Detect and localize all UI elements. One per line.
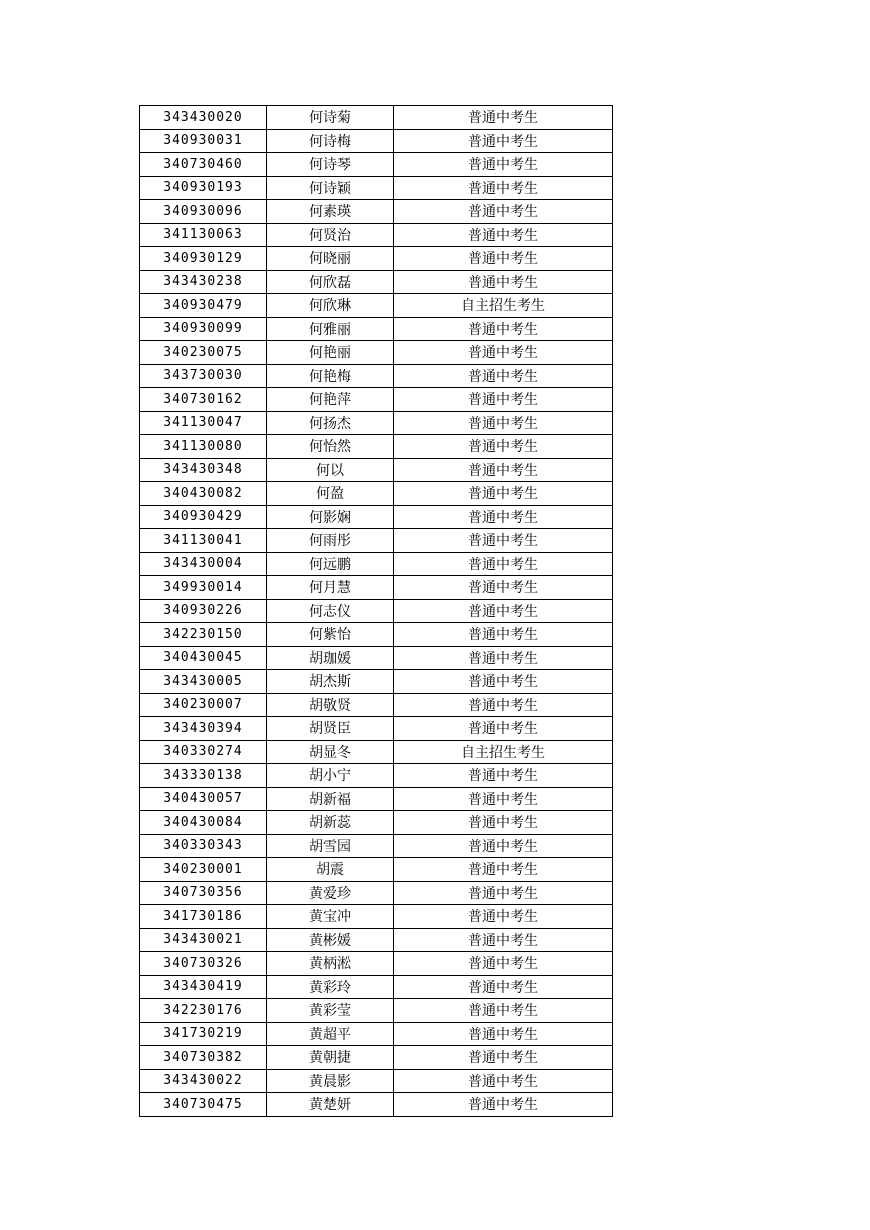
exam-type-cell: 普通中考生 [394,529,613,553]
student-id-cell: 340230075 [140,341,267,365]
exam-type-cell: 普通中考生 [394,1069,613,1093]
student-name-cell: 黄楚妍 [267,1093,394,1117]
student-id-cell: 340330274 [140,740,267,764]
exam-type-cell: 普通中考生 [394,646,613,670]
exam-type-cell: 普通中考生 [394,153,613,177]
exam-type-cell: 普通中考生 [394,834,613,858]
student-name-cell: 何诗梅 [267,129,394,153]
student-name-cell: 黄彩玲 [267,975,394,999]
student-id-cell: 343430419 [140,975,267,999]
student-name-cell: 何诗琴 [267,153,394,177]
student-roster-table [139,105,613,1117]
student-id-cell: 340430045 [140,646,267,670]
exam-type-cell: 普通中考生 [394,458,613,482]
exam-type-cell: 普通中考生 [394,576,613,600]
exam-type-cell: 普通中考生 [394,223,613,247]
student-name-cell: 胡新蕊 [267,811,394,835]
student-id-cell: 341130047 [140,411,267,435]
student-name-cell: 何扬杰 [267,411,394,435]
exam-type-cell: 普通中考生 [394,411,613,435]
exam-type-cell: 普通中考生 [394,364,613,388]
table-row [140,764,613,788]
student-id-cell: 343430022 [140,1069,267,1093]
student-id-cell: 341730186 [140,905,267,929]
student-id-cell: 343330138 [140,764,267,788]
exam-type-cell: 普通中考生 [394,764,613,788]
table-row [140,411,613,435]
table-row [140,576,613,600]
student-name-cell: 胡雪园 [267,834,394,858]
student-name-cell: 何雅丽 [267,317,394,341]
student-id-cell: 340730162 [140,388,267,412]
student-name-cell: 何诗菊 [267,106,394,130]
table-row [140,740,613,764]
student-id-cell: 343430394 [140,717,267,741]
student-name-cell: 何月慧 [267,576,394,600]
exam-type-cell: 普通中考生 [394,623,613,647]
student-id-cell: 343430020 [140,106,267,130]
exam-type-cell: 普通中考生 [394,717,613,741]
student-id-cell: 340930479 [140,294,267,318]
table-row [140,388,613,412]
table-row [140,811,613,835]
student-name-cell: 胡敬贤 [267,693,394,717]
table-row [140,176,613,200]
table-row [140,952,613,976]
student-id-cell: 343430005 [140,670,267,694]
table-row [140,1093,613,1117]
exam-type-cell: 普通中考生 [394,482,613,506]
table-row [140,1069,613,1093]
table-row [140,599,613,623]
student-id-cell: 340230007 [140,693,267,717]
student-name-cell: 胡珈媛 [267,646,394,670]
exam-type-cell: 普通中考生 [394,881,613,905]
table-row [140,153,613,177]
student-id-cell: 349930014 [140,576,267,600]
exam-type-cell: 普通中考生 [394,1093,613,1117]
exam-type-cell: 普通中考生 [394,787,613,811]
student-id-cell: 340730382 [140,1046,267,1070]
table-row [140,717,613,741]
student-id-cell: 343430004 [140,552,267,576]
exam-type-cell: 普通中考生 [394,905,613,929]
student-name-cell: 何欣磊 [267,270,394,294]
student-id-cell: 340330343 [140,834,267,858]
table-row [140,294,613,318]
table-row [140,505,613,529]
student-name-cell: 黄超平 [267,1022,394,1046]
table-row [140,435,613,459]
student-name-cell: 胡震 [267,858,394,882]
table-row [140,693,613,717]
student-id-cell: 340430082 [140,482,267,506]
exam-type-cell: 普通中考生 [394,176,613,200]
student-name-cell: 胡贤臣 [267,717,394,741]
student-id-cell: 340930193 [140,176,267,200]
student-id-cell: 340930429 [140,505,267,529]
student-id-cell: 340930031 [140,129,267,153]
table-row [140,200,613,224]
student-name-cell: 黄彩莹 [267,999,394,1023]
exam-type-cell: 普通中考生 [394,129,613,153]
table-row [140,928,613,952]
student-name-cell: 何紫怡 [267,623,394,647]
student-name-cell: 何欣琳 [267,294,394,318]
student-name-cell: 何艳丽 [267,341,394,365]
table-row [140,106,613,130]
table-row [140,670,613,694]
exam-type-cell: 普通中考生 [394,106,613,130]
table-row [140,999,613,1023]
student-id-cell: 341130063 [140,223,267,247]
exam-type-cell: 普通中考生 [394,317,613,341]
table-row [140,975,613,999]
student-name-cell: 胡小宁 [267,764,394,788]
student-id-cell: 340730460 [140,153,267,177]
student-id-cell: 342230176 [140,999,267,1023]
table-row [140,858,613,882]
student-id-cell: 340730356 [140,881,267,905]
student-id-cell: 340430084 [140,811,267,835]
table-row [140,646,613,670]
student-id-cell: 343430348 [140,458,267,482]
student-name-cell: 何艳萍 [267,388,394,412]
table-row [140,905,613,929]
student-id-cell: 343430238 [140,270,267,294]
student-name-cell: 何雨彤 [267,529,394,553]
exam-type-cell: 普通中考生 [394,270,613,294]
exam-type-cell: 普通中考生 [394,811,613,835]
exam-type-cell: 普通中考生 [394,247,613,271]
exam-type-cell: 普通中考生 [394,1046,613,1070]
student-name-cell: 黄柄淞 [267,952,394,976]
student-id-cell: 341130041 [140,529,267,553]
student-name-cell: 黄彬媛 [267,928,394,952]
student-name-cell: 何怡然 [267,435,394,459]
table-row [140,129,613,153]
roster-body [140,106,613,1117]
student-id-cell: 340730475 [140,1093,267,1117]
student-name-cell: 胡杰斯 [267,670,394,694]
student-id-cell: 340430057 [140,787,267,811]
table-row [140,1046,613,1070]
student-name-cell: 胡新福 [267,787,394,811]
student-name-cell: 何素瑛 [267,200,394,224]
student-name-cell: 黄朝捷 [267,1046,394,1070]
exam-type-cell: 自主招生考生 [394,740,613,764]
exam-type-cell: 普通中考生 [394,200,613,224]
table-row [140,364,613,388]
table-row [140,834,613,858]
student-id-cell: 343730030 [140,364,267,388]
student-id-cell: 340230001 [140,858,267,882]
student-name-cell: 何以 [267,458,394,482]
table-row [140,1022,613,1046]
student-name-cell: 何艳梅 [267,364,394,388]
student-id-cell: 343430021 [140,928,267,952]
student-name-cell: 黄宝冲 [267,905,394,929]
table-row [140,341,613,365]
table-row [140,529,613,553]
exam-type-cell: 普通中考生 [394,341,613,365]
student-name-cell: 何影娴 [267,505,394,529]
exam-type-cell: 普通中考生 [394,928,613,952]
student-name-cell: 黄爱珍 [267,881,394,905]
table-row [140,623,613,647]
table-row [140,482,613,506]
exam-type-cell: 普通中考生 [394,952,613,976]
student-name-cell: 胡显冬 [267,740,394,764]
table-row [140,270,613,294]
student-name-cell: 何远鹏 [267,552,394,576]
exam-type-cell: 普通中考生 [394,999,613,1023]
student-name-cell: 何诗颖 [267,176,394,200]
student-id-cell: 340930129 [140,247,267,271]
table-row [140,787,613,811]
table-row [140,552,613,576]
student-name-cell: 何晓丽 [267,247,394,271]
student-id-cell: 340730326 [140,952,267,976]
student-name-cell: 何贤治 [267,223,394,247]
exam-type-cell: 普通中考生 [394,599,613,623]
student-id-cell: 341730219 [140,1022,267,1046]
table-row [140,223,613,247]
student-id-cell: 340930226 [140,599,267,623]
table-row [140,458,613,482]
student-name-cell: 何志仪 [267,599,394,623]
student-name-cell: 黄晨影 [267,1069,394,1093]
exam-type-cell: 普通中考生 [394,505,613,529]
student-id-cell: 342230150 [140,623,267,647]
table-row [140,881,613,905]
table-row [140,247,613,271]
student-id-cell: 340930096 [140,200,267,224]
exam-type-cell: 普通中考生 [394,858,613,882]
exam-type-cell: 普通中考生 [394,435,613,459]
student-name-cell: 何盈 [267,482,394,506]
exam-type-cell: 普通中考生 [394,552,613,576]
exam-type-cell: 自主招生考生 [394,294,613,318]
exam-type-cell: 普通中考生 [394,975,613,999]
table-row [140,317,613,341]
student-id-cell: 340930099 [140,317,267,341]
exam-type-cell: 普通中考生 [394,693,613,717]
student-id-cell: 341130080 [140,435,267,459]
exam-type-cell: 普通中考生 [394,670,613,694]
exam-type-cell: 普通中考生 [394,1022,613,1046]
exam-type-cell: 普通中考生 [394,388,613,412]
